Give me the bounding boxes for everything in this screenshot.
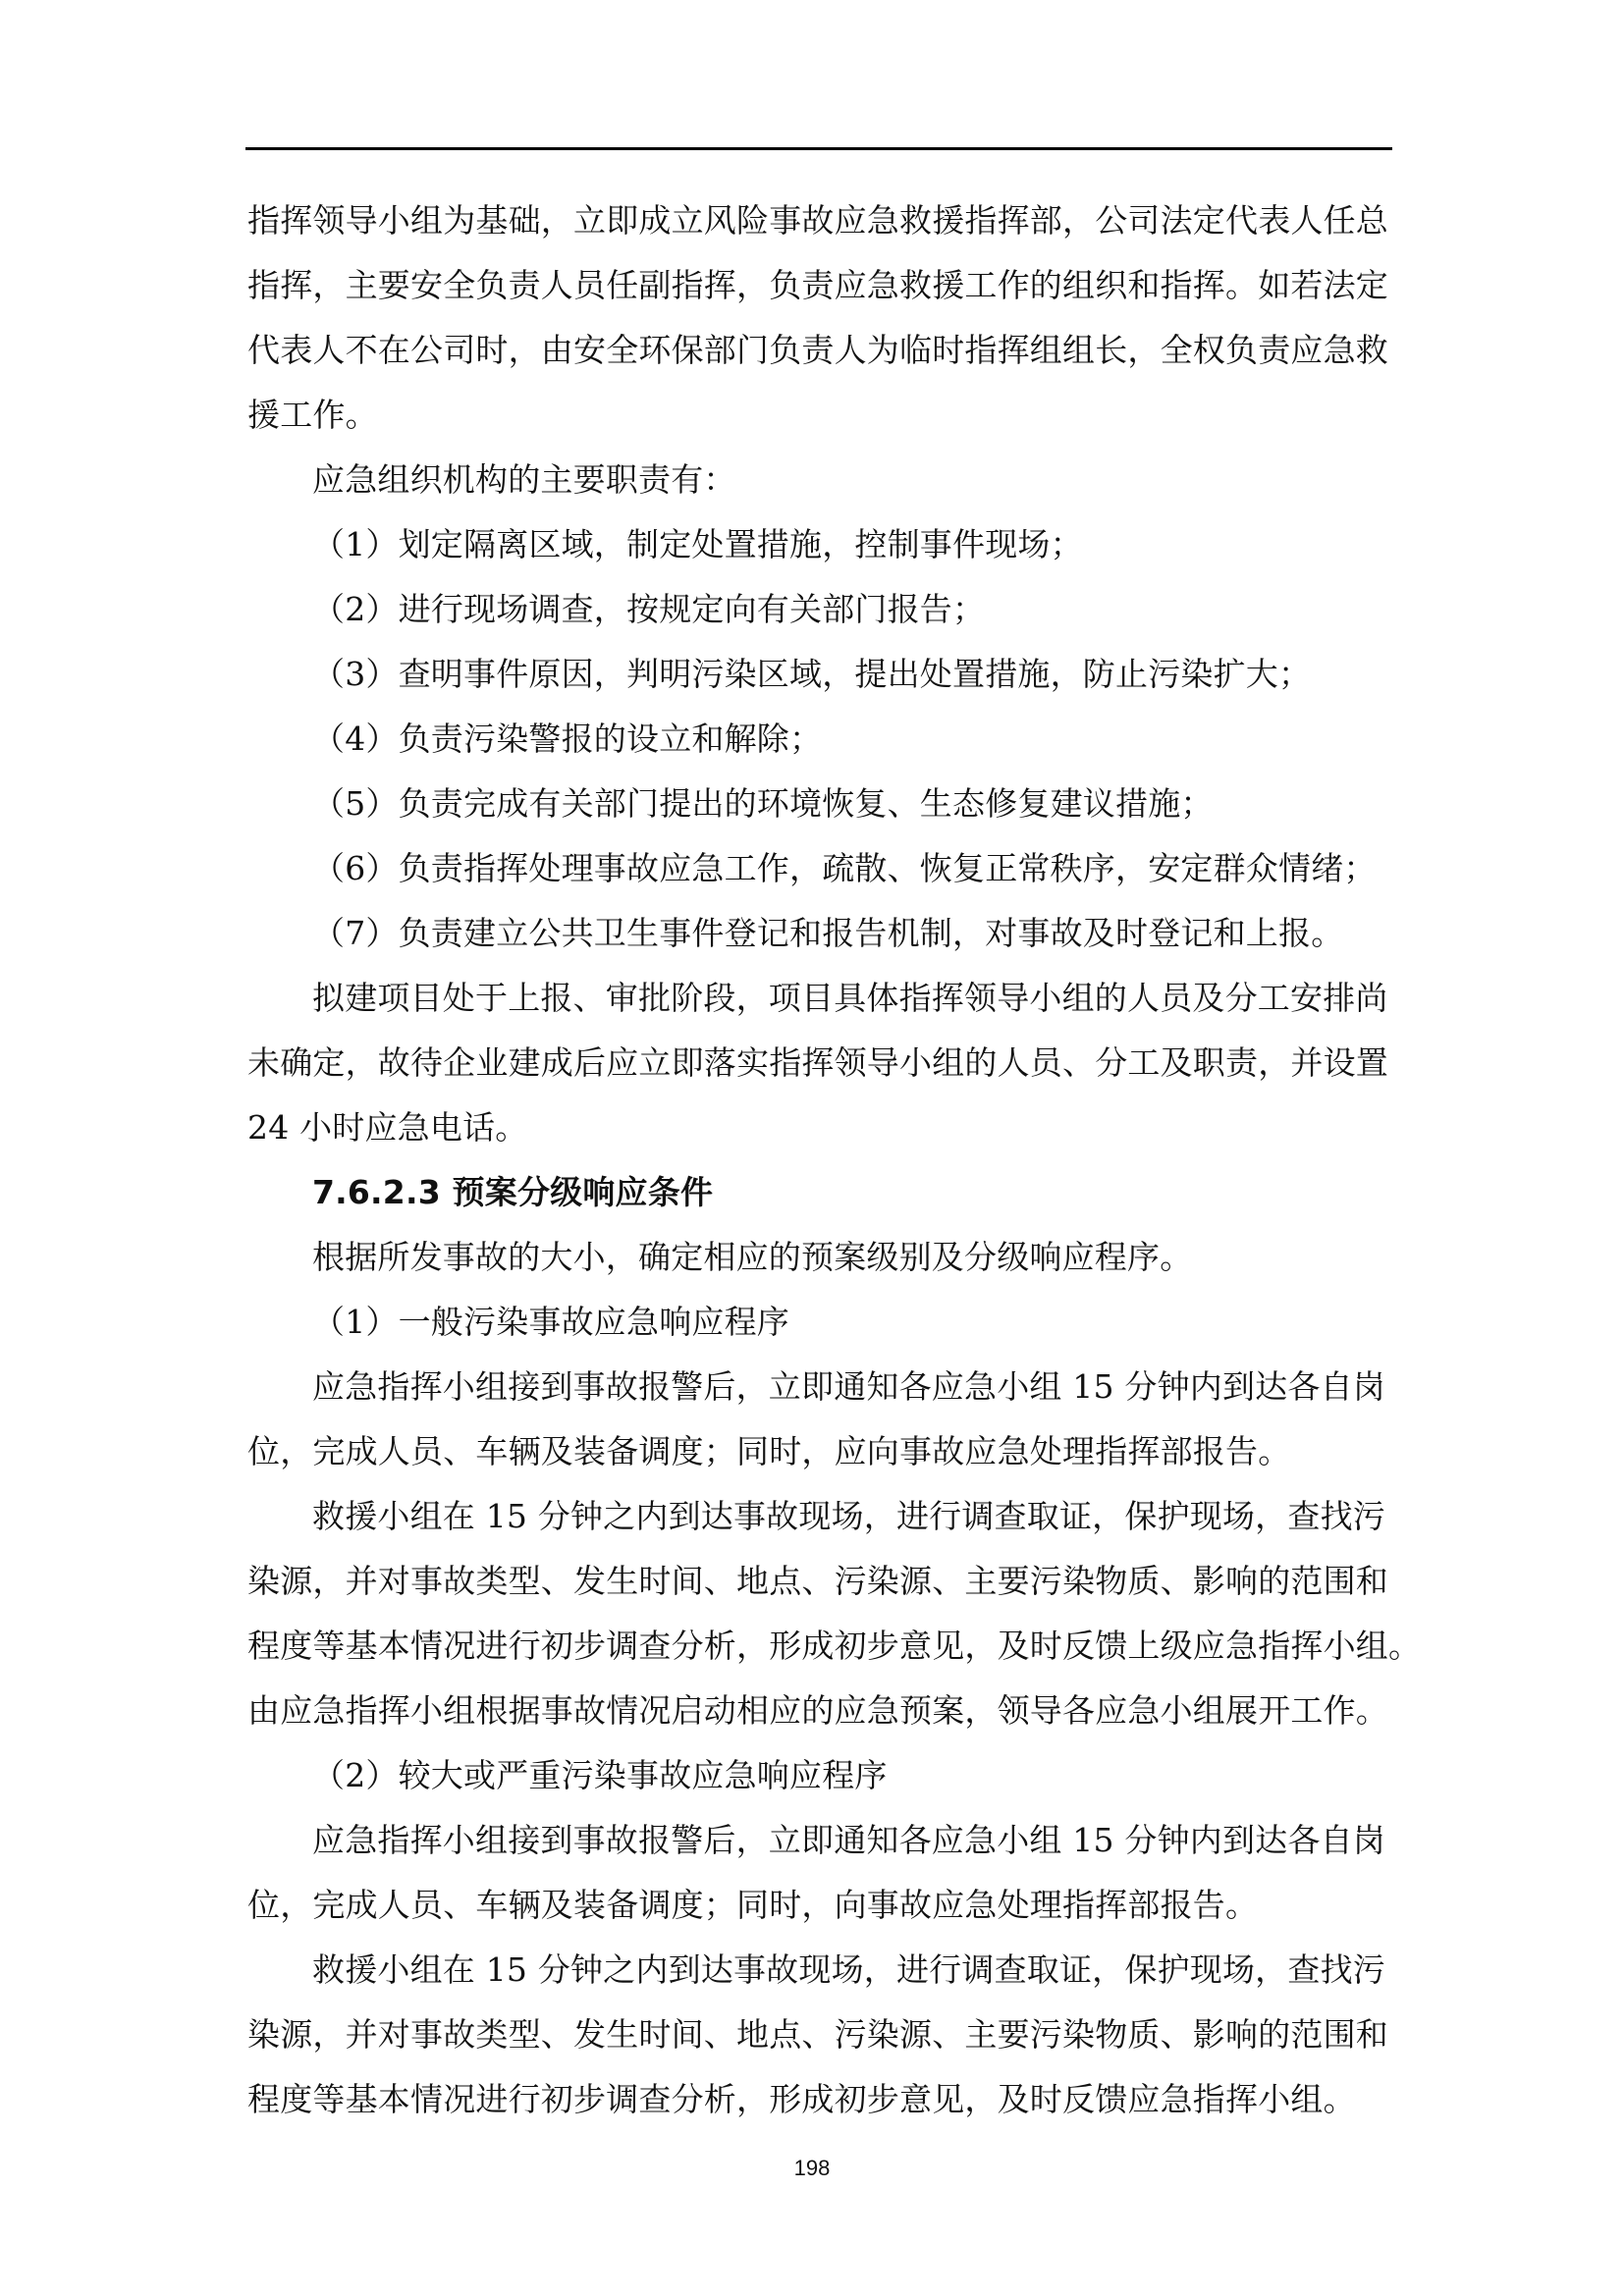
paragraph-line: 援工作。 xyxy=(247,396,378,434)
paragraph-line: 应急指挥小组接到事故报警后，立即通知各应急小组 15 分钟内到达各自岗 xyxy=(312,1367,1385,1406)
paragraph-line: 救援小组在 15 分钟之内到达事故现场，进行调查取证，保护现场，查找污 xyxy=(312,1497,1385,1535)
list-item: （5）负责完成有关部门提出的环境恢复、生态修复建议措施； xyxy=(312,784,1214,823)
paragraph-line: 未确定，故待企业建成后应立即落实指挥领导小组的人员、分工及职责，并设置 xyxy=(247,1043,1388,1082)
paragraph-line: 由应急指挥小组根据事故情况启动相应的应急预案，领导各应急小组展开工作。 xyxy=(247,1691,1388,1730)
paragraph-line: 指挥领导小组为基础，立即成立风险事故应急救援指挥部，公司法定代表人任总 xyxy=(247,201,1388,240)
paragraph-line: 救援小组在 15 分钟之内到达事故现场，进行调查取证，保护现场，查找污 xyxy=(312,1950,1385,1989)
paragraph-line: 染源，并对事故类型、发生时间、地点、污染源、主要污染物质、影响的范围和 xyxy=(247,1562,1388,1600)
paragraph-line: 拟建项目处于上报、审批阶段，项目具体指挥领导小组的人员及分工安排尚 xyxy=(312,979,1388,1017)
list-item: （1）划定隔离区域，制定处置措施，控制事件现场； xyxy=(312,525,1083,563)
paragraph-line: 位，完成人员、车辆及装备调度；同时，向事故应急处理指挥部报告。 xyxy=(247,1886,1259,1924)
paragraph-line: 应急指挥小组接到事故报警后，立即通知各应急小组 15 分钟内到达各自岗 xyxy=(312,1821,1385,1859)
paragraph-line: 位，完成人员、车辆及装备调度；同时，应向事故应急处理指挥部报告。 xyxy=(247,1432,1291,1470)
list-item: （6）负责指挥处理事故应急工作，疏散、恢复正常秩序，安定群众情绪； xyxy=(312,849,1377,887)
list-item: （3）查明事件原因，判明污染区域，提出处置措施，防止污染扩大； xyxy=(312,655,1312,693)
page-number: 198 xyxy=(793,2156,831,2180)
paragraph-line: 指挥，主要安全负责人员任副指挥，负责应急救援工作的组织和指挥。如若法定 xyxy=(247,266,1388,304)
paragraph-line: 24 小时应急电话。 xyxy=(247,1108,528,1147)
document-body xyxy=(247,188,1422,2132)
subsection-title: （1）一般污染事故应急响应程序 xyxy=(312,1303,789,1341)
paragraph-line: 程度等基本情况进行初步调查分析，形成初步意见，及时反馈上级应急指挥小组。 xyxy=(247,1627,1422,1665)
header-rule xyxy=(245,147,1392,150)
list-item: （4）负责污染警报的设立和解除； xyxy=(312,720,823,758)
subsection-title: （2）较大或严重污染事故应急响应程序 xyxy=(312,1756,888,1794)
paragraph-line: 程度等基本情况进行初步调查分析，形成初步意见，及时反馈应急指挥小组。 xyxy=(247,2080,1356,2118)
paragraph-line: 应急组织机构的主要职责有： xyxy=(312,460,736,499)
list-item: （2）进行现场调查，按规定向有关部门报告； xyxy=(312,590,986,628)
paragraph-line: 代表人不在公司时，由安全环保部门负责人为临时指挥组组长，全权负责应急救 xyxy=(247,331,1388,369)
paragraph-line: 染源，并对事故类型、发生时间、地点、污染源、主要污染物质、影响的范围和 xyxy=(247,2015,1388,2054)
paragraph-line: 根据所发事故的大小，确定相应的预案级别及分级响应程序。 xyxy=(312,1238,1193,1276)
list-item: （7）负责建立公共卫生事件登记和报告机制，对事故及时登记和上报。 xyxy=(312,914,1344,952)
section-heading: 7.6.2.3 预案分级响应条件 xyxy=(312,1173,714,1211)
